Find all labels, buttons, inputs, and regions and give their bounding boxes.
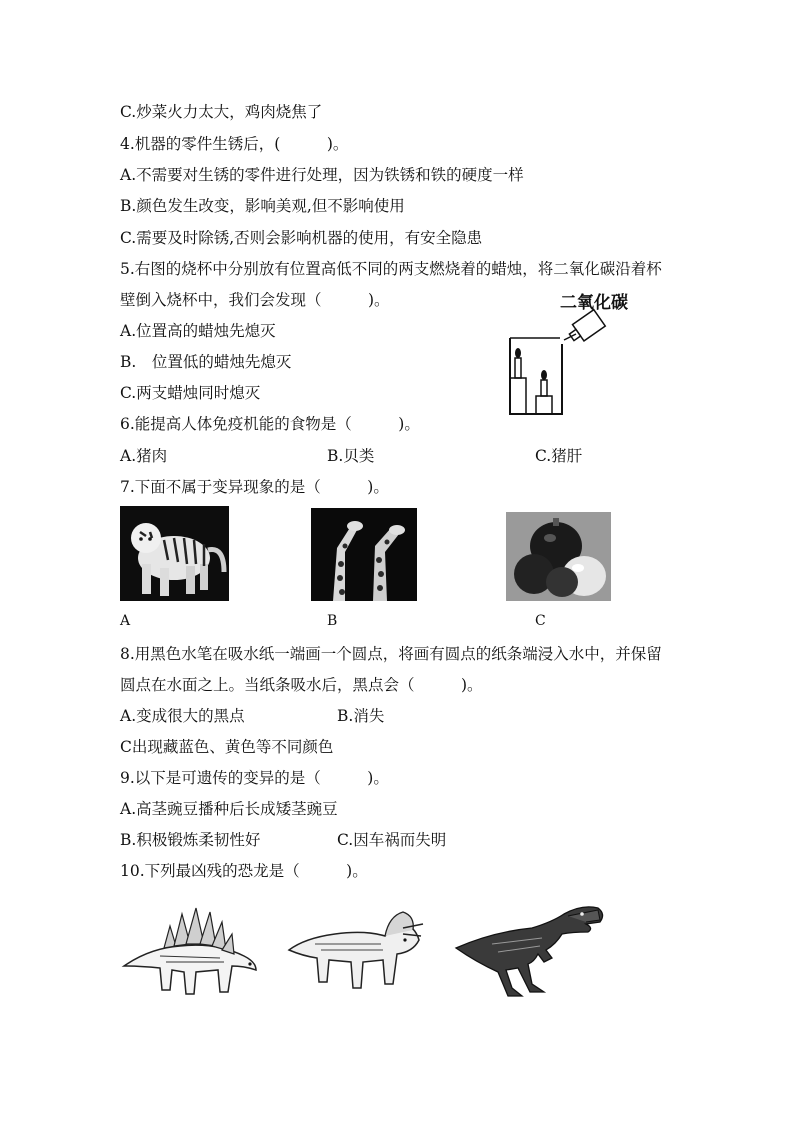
q3-option-c: C.炒菜火力太大，鸡肉烧焦了 — [120, 103, 323, 121]
triceratops-drawing — [285, 904, 425, 994]
q5-stem-line2: 壁倒入烧杯中，我们会发现（ )。 — [120, 291, 390, 309]
q8-stem-line1: 8.用黑色水笔在吸水纸一端画一个圆点，将画有圆点的纸条端浸入水中，并保留 — [120, 645, 662, 663]
q5-option-a: A.位置高的蜡烛先熄灭 — [120, 322, 276, 340]
q7-caption-b: B — [327, 613, 338, 629]
stegosaurus-drawing — [120, 900, 260, 1000]
q7-caption-a: A — [120, 613, 131, 629]
q9-option-b: B.积极锻炼柔韧性好 — [120, 831, 261, 849]
q6-option-a: A.猪肉 — [120, 447, 168, 465]
q7-stem: 7.下面不属于变异现象的是（ )。 — [120, 478, 389, 496]
q8-option-a: A.变成很大的黑点 — [120, 707, 245, 725]
q8-option-c: C出现藏蓝色、黄色等不同颜色 — [120, 738, 334, 756]
peppers-photo — [506, 512, 611, 601]
q6-option-b: B.贝类 — [327, 447, 375, 465]
q7-caption-c: C — [535, 613, 546, 629]
q6-stem: 6.能提高人体免疫机能的食物是（ )。 — [120, 415, 420, 433]
q4-option-c: C.需要及时除锈,否则会影响机器的使用，有安全隐患 — [120, 229, 483, 247]
white-tiger-photo — [120, 506, 229, 601]
t-rex-drawing — [452, 892, 607, 1002]
q9-option-c: C.因车祸而失明 — [337, 831, 447, 849]
beaker-drawing — [500, 286, 640, 416]
giraffe-photo — [311, 508, 417, 601]
q4-option-b: B.颜色发生改变，影响美观,但不影响使用 — [120, 197, 405, 215]
q8-stem-line2: 圆点在水面之上。当纸条吸水后，黑点会（ )。 — [120, 676, 483, 694]
q5-stem-line1: 5.右图的烧杯中分别放有位置高低不同的两支燃烧着的蜡烛，将二氧化碳沿着杯 — [120, 260, 662, 278]
q4-option-a: A.不需要对生锈的零件进行处理，因为铁锈和铁的硬度一样 — [120, 166, 524, 184]
co2-label: 二氧化碳 — [560, 293, 628, 312]
q8-option-b: B.消失 — [337, 707, 385, 725]
q6-option-c: C.猪肝 — [535, 447, 583, 465]
q4-stem: 4.机器的零件生锈后，( )。 — [120, 135, 349, 153]
beaker-figure — [500, 286, 640, 416]
q9-option-a: A.高茎豌豆播种后长成矮茎豌豆 — [120, 800, 338, 818]
q9-stem: 9.以下是可遗传的变异的是（ )。 — [120, 769, 389, 787]
q10-stem: 10.下列最凶残的恐龙是（ )。 — [120, 862, 368, 880]
q5-option-c: C.两支蜡烛同时熄灭 — [120, 384, 261, 402]
q5-option-b: B. 位置低的蜡烛先熄灭 — [120, 353, 292, 371]
